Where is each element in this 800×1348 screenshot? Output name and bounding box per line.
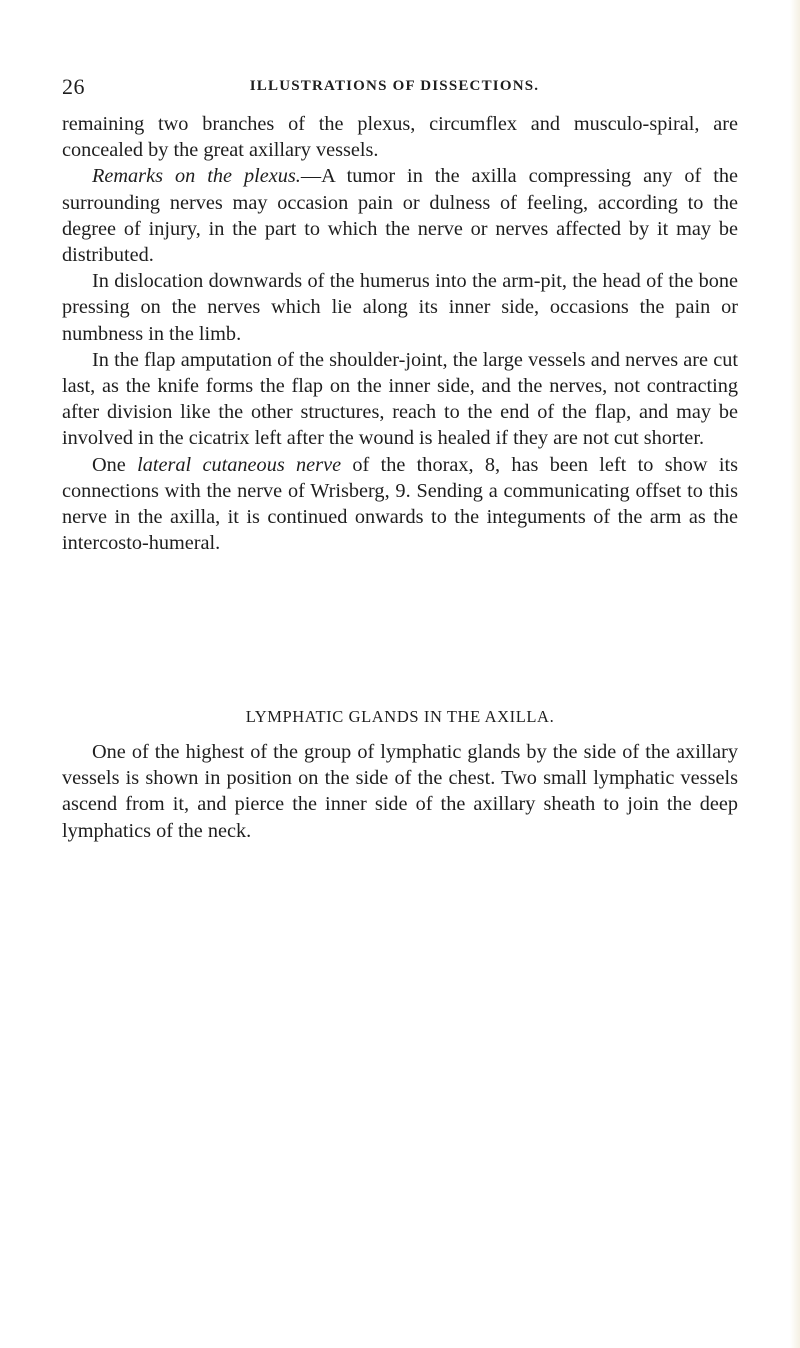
italic-lead: Remarks on the plexus. bbox=[92, 165, 301, 188]
paragraph-text: of the thorax, 8, has been left to show its connections with the nerve of Wrisberg, 9. Sending a communicating offset to this nerve in the axilla, it is continued onwards to the integuments of the arm as the intercosto-humeral. bbox=[62, 453, 738, 555]
paragraph-text: One bbox=[92, 453, 126, 476]
paragraph-amputation: In the flap amputation of the shoulder-joint, the large vessels and nerves are cut last, as the knife forms the flap on the inner side, and the nerves, not contracting after division like the other structures, reach to the end of the flap, and may be involved in the cicatrix left after the wound is healed if they are not cut shorter. bbox=[62, 348, 738, 450]
page-edge-shading bbox=[790, 0, 800, 1348]
section-body bbox=[62, 739, 738, 844]
running-head: ILLUSTRATIONS OF DISSECTIONS. bbox=[249, 78, 540, 94]
page-header bbox=[62, 74, 757, 102]
italic-term: lateral cutaneous nerve bbox=[137, 453, 342, 476]
page-number: 26 bbox=[62, 74, 85, 99]
paragraph-remarks bbox=[62, 163, 738, 268]
paragraph-lateral-cutaneous bbox=[62, 452, 738, 557]
paragraph-text: —A tumor in the axilla compressing any of the surrounding nerves may occasion pain or dulness of feeling, according to the degree of injury, in the part to which the nerve or nerves affected by it may be distributed. bbox=[62, 165, 738, 267]
paragraph-lymphatic: One of the highest of the group of lymphatic glands by the side of the axillary vessels is shown in position on the side of the chest. Two small lymphatic vessels ascend from it, and pierce the inner side of the axillary sheath to join the deep lymphatics of the neck. bbox=[62, 741, 738, 842]
section-heading: LYMPHATIC GLANDS IN THE AXILLA. bbox=[245, 707, 555, 726]
paragraph-continuation: remaining two branches of the plexus, circumflex and musculo-spiral, are concealed by the great axillary vessels. bbox=[62, 113, 738, 162]
body-text bbox=[62, 111, 738, 556]
paragraph-dislocation: In dislocation downwards of the humerus into the arm-pit, the head of the bone pressing on the nerves which lie along its inner side, occasions the pain or numbness in the limb. bbox=[62, 270, 738, 345]
